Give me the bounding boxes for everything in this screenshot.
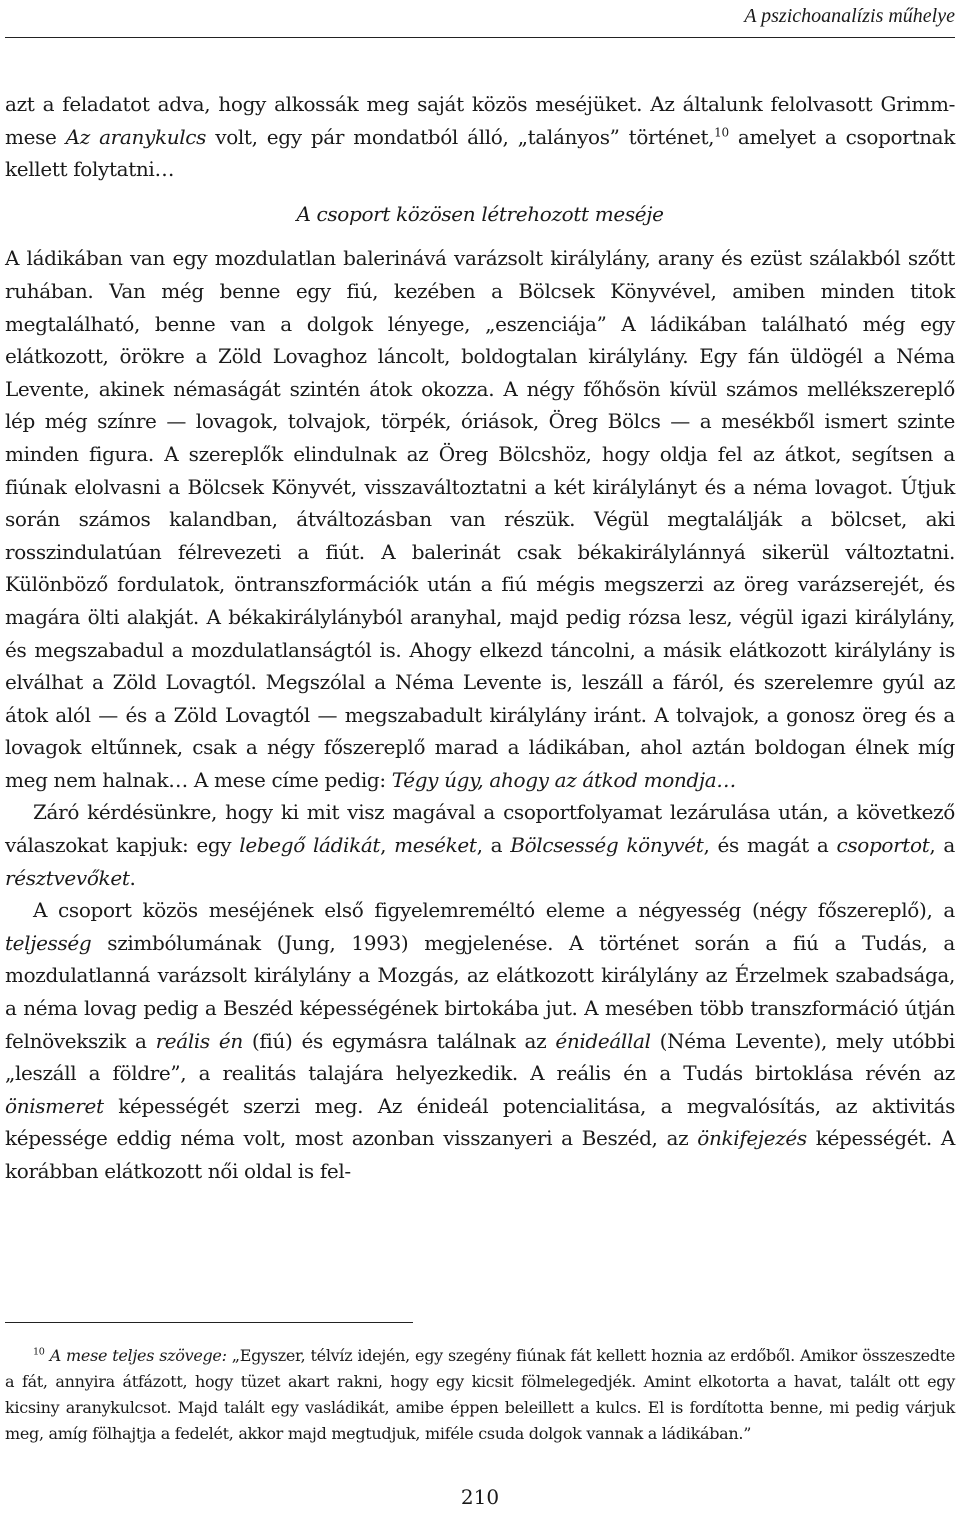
footnote-rule (5, 1322, 413, 1323)
text-span: , (380, 833, 395, 858)
footnote-text: „Egyszer, télvíz idején, egy szegény fiúnak fát kellett hoznia az erdőből. Amikor összeszedte a fát, annyira átfázott, hogy tüzet akart rakni, hogy egy kicsit fölmelegedjék. Amint elkotorta a havat, talált ott egy kicsiny aranykulcsot. Majd talált egy vasládikát, amibe éppen beleillett a kulcs. El is fordította benne, mi pedig várjuk meg, amíg fölhajtja a fedelét, akkor majd megtudjuk, miféle csuda dolgok vannak a ládikában.” (5, 1346, 955, 1443)
text-span: szimbólumának (Jung, 1993) megjelenése. A történet során a fiú a Tudás, a mozdulatlanná varázsolt királylány a Mozgás, az elátkozott királylány az Érzelmek szabadsága, a néma lovag pedig a Beszéd képességének birtokába jut. A mesében több transzformáció útján felnövekszik a (5, 930, 955, 1053)
text-span: , a (476, 833, 511, 858)
emphasis: teljesség (5, 930, 92, 955)
emphasis: énideállal (555, 1028, 651, 1053)
text-span: (fiú) és egymásra találnak az (242, 1028, 556, 1053)
text-span: A csoport közös meséjének első figyelemreméltó eleme a négyesség (négy főszereplő), a (33, 898, 955, 923)
analysis-paragraph (5, 894, 955, 1187)
text-span: képességét. A korábban elátkozott női oldal is fel- (5, 1126, 956, 1183)
header-rule (5, 37, 955, 38)
text-span: A ládikában van egy mozdulatlan balerinává varázsolt királylány, arany és ezüst szálakból szőtt ruhában. Van még benne egy fiú, kezében a Bölcsek Könyvével, amiben minden titok megtalálható, benne van a dolgok lényege, „eszenciája” A ládikában található még egy elátkozott, örökre a Zöld Lovaghoz láncolt, boldogtalan királylány. Egy fán üldögél a Néma Levente, akinek némaságát szintén átok okozza. A négy főhősön kívül számos mellékszereplő lép még színre — lovagok, tolvajok, törpék, óriások, Öreg Bölcs — a mesékből ismert szinte minden figura. A szereplők elindulnak az Öreg Bölcshöz, hogy oldja fel az átkot, segítsen a fiúnak elolvasni a Bölcsek Könyvét, visszaváltoztatni a két királylányt és a néma lovagot. Útjuk során számos kalandban, átváltozásban van részük. Végül megtalálják a bölcset, aki rosszindulatúan félrevezeti a fiút. A balerinát csak békakirálylánnyá sikerül változtatni. Különböző fordulatok, öntranszformációk után a fiú mégis megszerzi az öreg varázserejét, és magára ölti alakját. A békakirálylányból aranyhal, majd pedig rózsa lesz, végül igazi királylány, és megszabadul a mozdulatlanságtól is. Ahogy elkezd táncolni, a másik elátkozott királylány is elválhat a Zöld Lovagtól. Megszólal a Néma Levente is, leszáll a fáról, és szerelemre gyúl az átok alól — és a Zöld Lovagtól — megszabadult királylány iránt. A tolvajok, a gonosz öreg és a lovagok eltűnnek, csak a négy főszereplő marad a ládikában, ahol aztán boldogan élnek míg meg nem halnak… A mese címe pedig: (5, 246, 955, 792)
emphasis: Bölcsesség könyvét (510, 833, 704, 858)
footnote (5, 1343, 955, 1447)
page-number: 210 (460, 1485, 500, 1509)
text-span: (Néma Levente), mely utóbbi „leszáll a földre”, a realitás talajára helyezkedik. A reális én a Tudás birtoklása révén az (5, 1028, 955, 1086)
story-title: Tégy úgy, ahogy az átkod mondja… (391, 767, 736, 792)
running-header: A pszichoanalízis műhelye (744, 5, 955, 27)
footnote-label: A mese teljes szövege: (49, 1346, 227, 1365)
emphasis: önkifejezés (697, 1126, 807, 1151)
text-span: Záró kérdésünkre, hogy ki mit visz magával a csoportfolyamat lezárulása után, a következő válaszokat kapjuk: egy (5, 800, 955, 858)
text-span: amelyet a csoportnak kellett folytatni… (5, 124, 956, 182)
text-span: . (129, 865, 136, 890)
emphasis: lebegő ládikát (239, 833, 381, 858)
emphasis: résztvevőket (5, 865, 130, 890)
emphasis: önismeret (5, 1093, 104, 1118)
closing-paragraph (5, 796, 955, 894)
book-title: Az aranykulcs (65, 124, 207, 149)
section-title: A csoport közösen létrehozott meséje (296, 201, 664, 226)
text-span: , a (929, 833, 956, 858)
text-span: képességét szerzi meg. Az énideál potencialitása, a megvalósítás, az aktivitás képessége eddig néma volt, most azonban visszanyeri a Beszéd, az (5, 1093, 955, 1151)
emphasis: meséket (394, 833, 477, 858)
intro-paragraph (5, 88, 955, 186)
text-span: azt a feladatot adva, hogy alkossák meg saját közös meséjüket. Az általunk felolvasott Grimm-mese (5, 92, 955, 149)
story-paragraph (5, 242, 955, 796)
main-text (5, 88, 955, 1188)
text-span: volt, egy pár mondatból álló, „talányos” történet, (206, 124, 715, 149)
emphasis: reális én (155, 1028, 243, 1053)
footnote-reference[interactable]: 10 (714, 124, 729, 139)
text-span: , és magát a (703, 833, 837, 858)
footnote-number: 10 (33, 1346, 45, 1358)
emphasis: csoportot (836, 833, 930, 858)
